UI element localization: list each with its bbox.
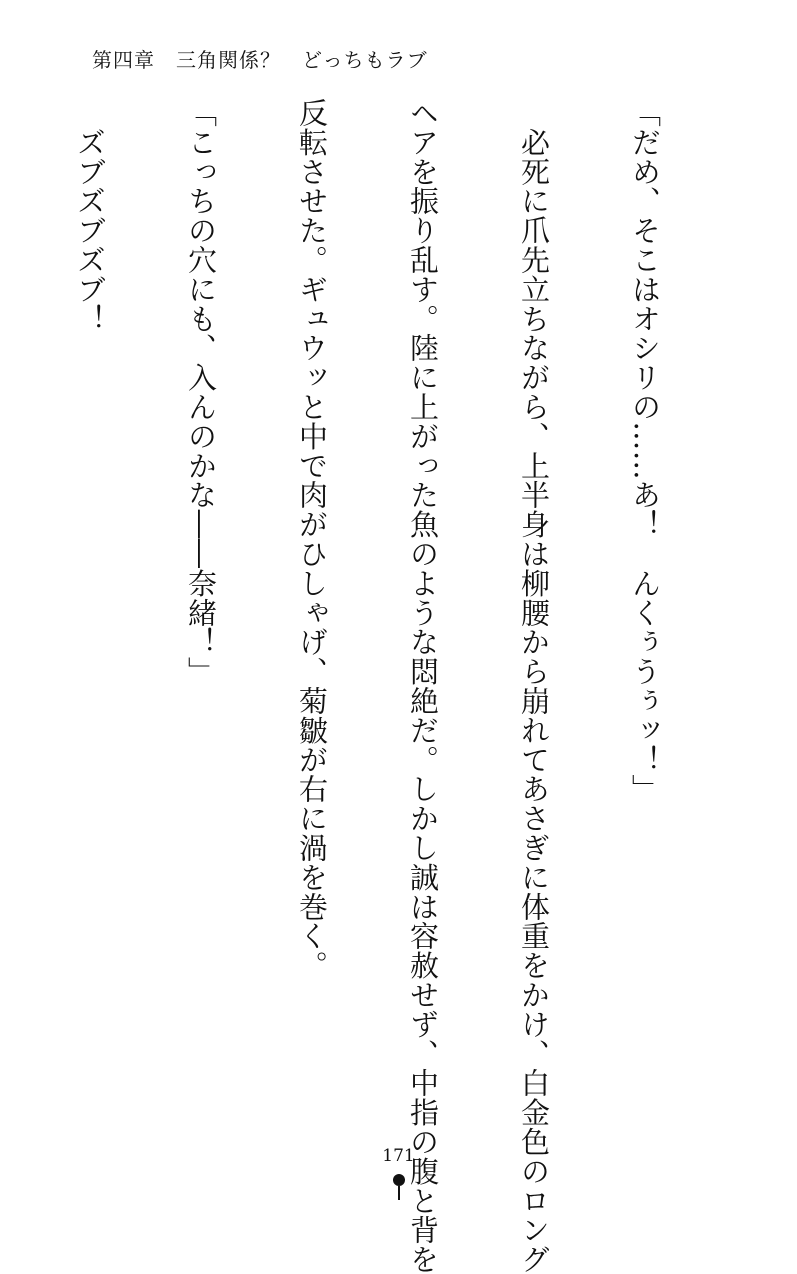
page-ornament-icon [391, 1172, 407, 1200]
chapter-title: 三角関係？ [176, 48, 281, 72]
page-number: 171 [382, 1146, 415, 1166]
chapter-subtitle: どっちもラブ [302, 48, 428, 72]
text-line: 反転させた。ギュウッと中で肉がひしゃげ、菊皺が右に渦を巻く。 [295, 98, 329, 980]
text-line: 必死に爪先立ちながら、上半身は柳腰から崩れてあさぎに体重をかけ、白金色のロング [517, 98, 551, 1274]
text-line: ヘアを振り乱す。陸に上がった魚のような悶絶だ。しかし誠は容赦せず、中指の腹と背を [406, 98, 440, 1274]
running-header [92, 44, 428, 73]
text-line: 「だめ、そこはオシリの……あ！ んくぅうぅッ！」 [628, 98, 662, 804]
chapter-label: 第四章 [92, 48, 155, 72]
text-line: 「こっちの穴にも、入んのかな――奈緒！」 [184, 98, 218, 686]
text-line: ズブズブズブ！ [73, 98, 107, 334]
